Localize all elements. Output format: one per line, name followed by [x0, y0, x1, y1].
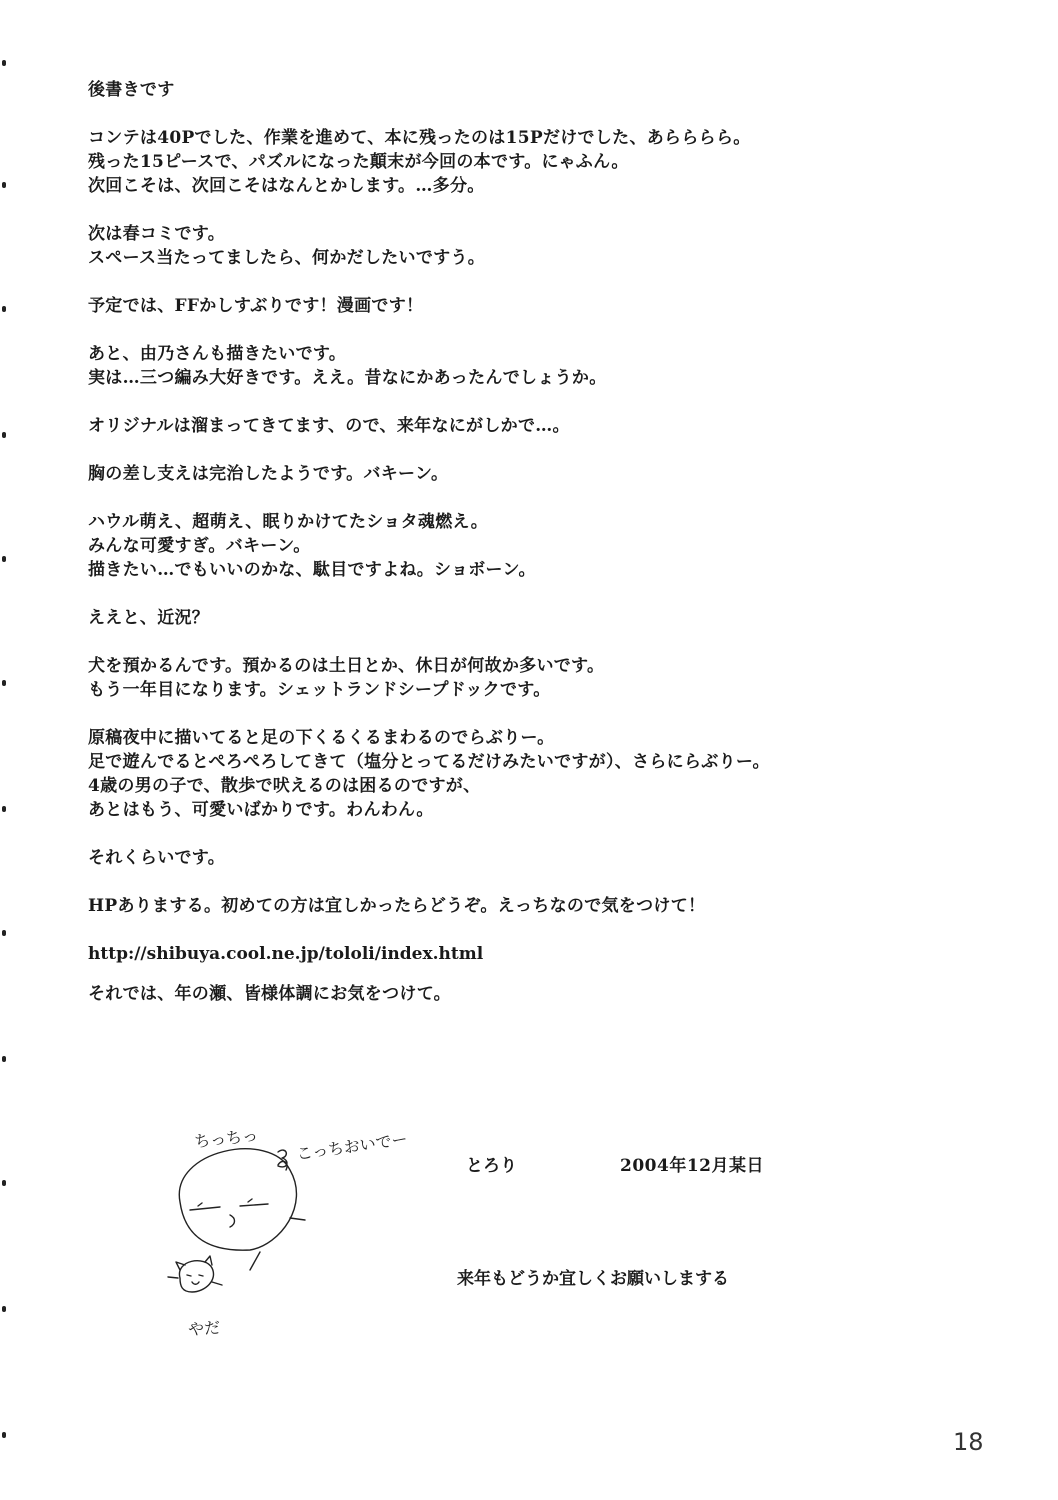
paragraph-recent — [88, 606, 988, 630]
author-signature: とろり — [466, 1156, 517, 1176]
text-line: 実は…三つ編み大好きです。ええ。昔なにかあったんでしょうか。 — [88, 368, 607, 388]
afterword-title: 後書きです — [88, 80, 175, 100]
paragraph-homepage — [88, 894, 988, 918]
text-line: 原稿夜中に描いてると足の下くるくるまわるのでらぶりー。 — [88, 728, 555, 748]
paragraph-original — [88, 414, 988, 438]
paragraph-storyboard — [88, 126, 988, 198]
doodle-caption-no: やだ — [187, 1317, 221, 1340]
text-line: あと、由乃さんも描きたいです。 — [88, 344, 347, 364]
text-line: HPありまする。初めての方は宜しかったらどうぞ。えっちなので気をつけて！ — [88, 896, 706, 916]
doodle-caption-come-here: こっちおいでー — [295, 1129, 409, 1164]
text-line: 残った15ピースで、パズルになった顛末が今回の本です。にゃふん。 — [88, 152, 629, 172]
paragraph-howl — [88, 510, 988, 582]
text-line: みんな可愛すぎ。バキーン。 — [88, 536, 311, 556]
text-line: ハウル萌え、超萌え、眠りかけてたショタ魂燃え。 — [88, 512, 489, 532]
paragraph-yoshino — [88, 342, 988, 390]
text-line: ええと、近況？ — [88, 608, 210, 628]
text-line: 描きたい…でもいいのかな、駄目ですよね。ショボーン。 — [88, 560, 536, 580]
text-line: 次は春コミです。 — [88, 224, 226, 244]
text-line: あとはもう、可愛いばかりです。わんわん。 — [88, 800, 434, 820]
doodle-illustration — [150, 1110, 450, 1350]
text-line: スペース当たってましたら、何かだしたいですう。 — [88, 248, 486, 268]
text-line: オリジナルは溜まってきてます、ので、来年なにがしかで…。 — [88, 416, 570, 436]
page-number: 18 — [953, 1428, 984, 1456]
farewell-text: それでは、年の瀬、皆様体調にお気をつけて。 — [88, 984, 451, 1004]
text-line: それくらいです。 — [88, 848, 226, 868]
text-line: 足で遊んでるとぺろぺろしてきて（塩分とってるだけみたいですが）、さらにらぶりー。 — [88, 752, 770, 772]
text-line: もう一年目になります。シェットランドシープドックです。 — [88, 680, 551, 700]
binding-edge — [0, 0, 12, 1500]
paragraph-spring-comic — [88, 222, 988, 270]
text-line: コンテは40Pでした、作業を進めて、本に残ったのは15Pだけでした、あらららら。 — [88, 128, 751, 148]
paragraph-dog-details — [88, 726, 988, 822]
text-line: 4歳の男の子で、散歩で吠えるのは困るのですが、 — [88, 776, 481, 796]
paragraph-health — [88, 462, 988, 486]
doodle-caption-call: ちっちっ — [193, 1125, 259, 1152]
paragraph-plan — [88, 294, 988, 318]
signature-date: 2004年12月某日 — [620, 1156, 764, 1176]
text-line: 次回こそは、次回こそはなんとかします。…多分。 — [88, 176, 485, 196]
closing-greeting: 来年もどうか宜しくお願いしまする — [457, 1269, 729, 1289]
paragraph-thats-all — [88, 846, 988, 870]
text-line: 胸の差し支えは完治したようです。バキーン。 — [88, 464, 449, 484]
homepage-url[interactable]: http://shibuya.cool.ne.jp/tololi/index.html — [88, 944, 484, 964]
text-line: 犬を預かるんです。預かるのは土日とか、休日が何故か多いです。 — [88, 656, 605, 676]
afterword-text — [88, 78, 988, 1030]
text-line: 予定では、FFかしすぶりです！漫画です！ — [88, 296, 424, 316]
paragraph-dog — [88, 654, 988, 702]
